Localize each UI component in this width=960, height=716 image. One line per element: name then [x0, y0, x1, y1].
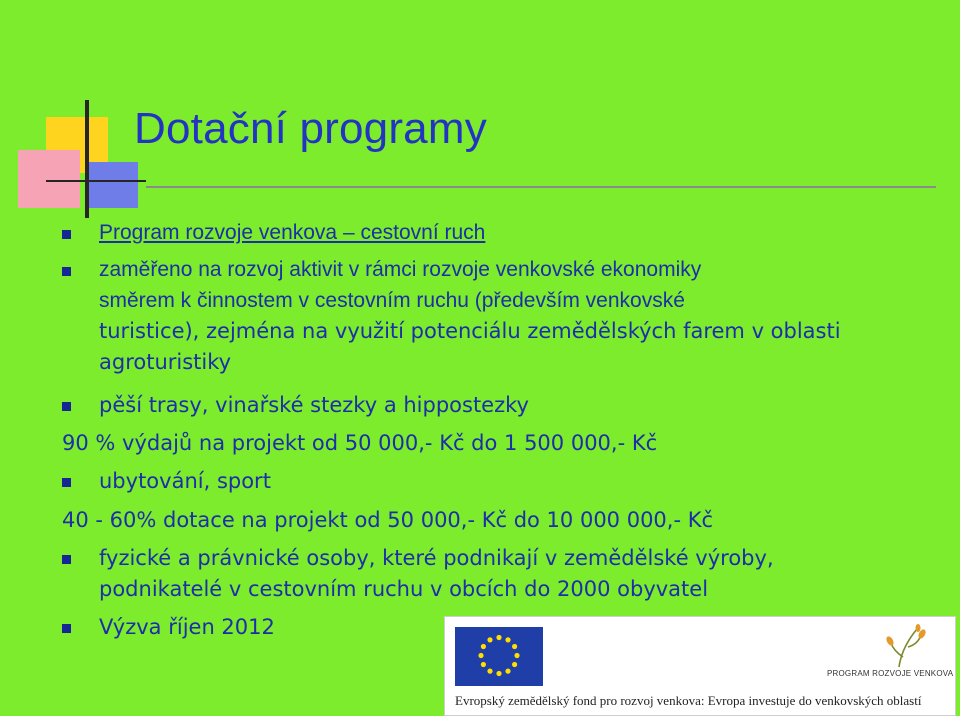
- bullet-icon: [62, 478, 71, 487]
- logo-caption: Evropský zemědělský fond pro rozvoj venkova: Evropa investuje do venkovských oblastí: [455, 693, 922, 708]
- bullet-icon: [62, 230, 71, 239]
- list-item-line: turistice), zejména na využití potenciálu zemědělských farem v oblasti: [99, 319, 841, 343]
- list-item-line: fyzické a právnické osoby, které podnikají v zemědělské výroby,: [99, 546, 774, 570]
- list-item-line: Výzva říjen 2012: [99, 615, 275, 639]
- program-link[interactable]: Program rozvoje venkova – cestovní ruch: [99, 221, 486, 244]
- program-label: PROGRAM ROZVOJE VENKOVA: [827, 669, 954, 678]
- list-item-line: 40 - 60% dotace na projekt od 50 000,- Kč do 10 000 000,- Kč: [62, 508, 714, 532]
- decor-vertical-line: [85, 100, 89, 218]
- bullet-icon: [62, 624, 71, 633]
- bullet-icon: [62, 555, 71, 564]
- decor-horizontal-line: [46, 180, 146, 182]
- list-item-line: pěší trasy, vinařské stezky a hippostezky: [99, 393, 529, 417]
- list-item-line: zaměřeno na rozvoj aktivit v rámci rozvoje venkovské ekonomiky: [99, 258, 702, 281]
- list-item-line: 90 % výdajů na projekt od 50 000,- Kč do 1 500 000,- Kč: [62, 431, 658, 455]
- list-item-line: směrem k činnostem v cestovním ruchu (především venkovské: [99, 288, 685, 312]
- decor-square-pink: [18, 150, 80, 208]
- decor-square-blue: [86, 162, 138, 208]
- bullet-icon: [62, 402, 71, 411]
- eu-logo-box: [444, 616, 956, 716]
- slide-title: Dotační programy: [134, 104, 487, 153]
- list-item-line: podnikatelé v cestovním ruchu v obcích do 2000 obyvatel: [99, 576, 709, 601]
- title-underline: [146, 186, 936, 188]
- prv-leaf-icon: [829, 623, 941, 689]
- list-item-line: ubytování, sport: [99, 469, 271, 493]
- eu-flag-icon: [455, 627, 543, 686]
- list-item-line: agroturistiky: [99, 349, 232, 374]
- bullet-icon: [62, 267, 71, 276]
